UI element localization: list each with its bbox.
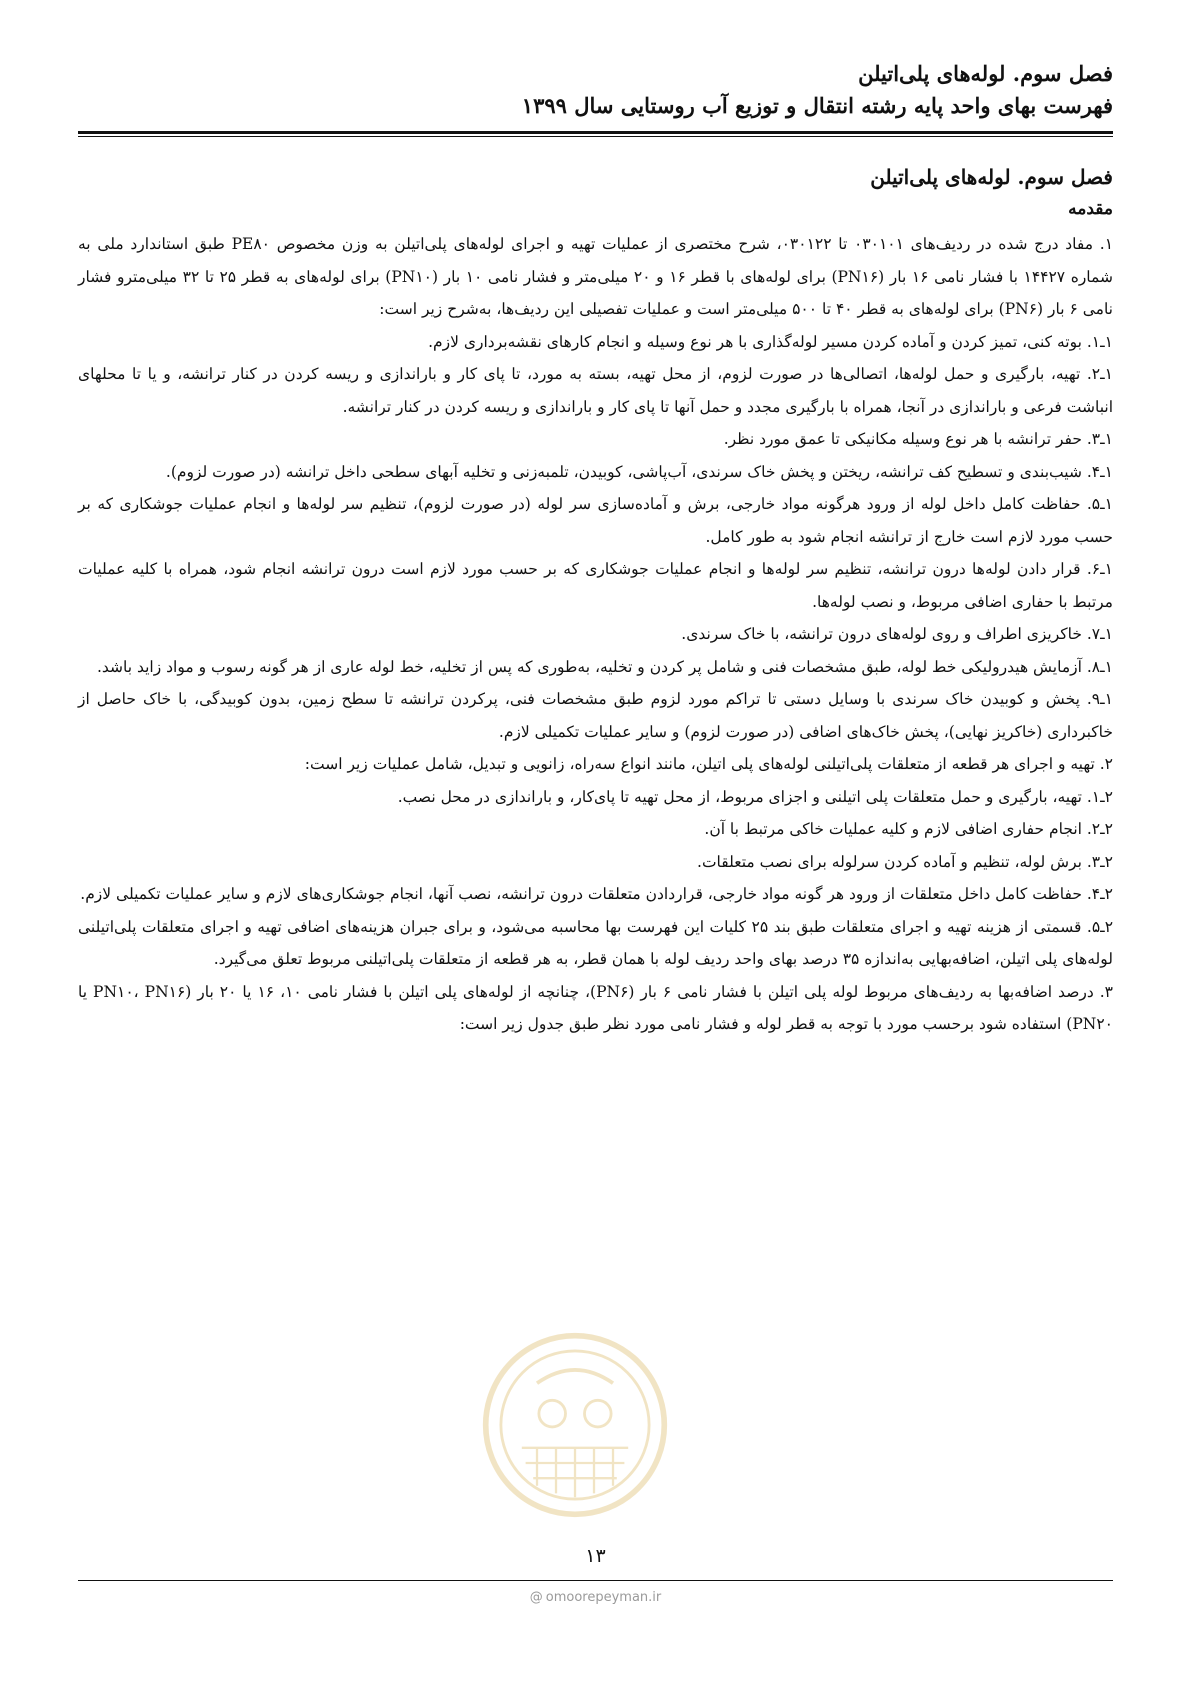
clause-1-1: ۱ـ۱. بوته کنی، تمیز کردن و آماده کردن مسیر لوله‌گذاری با هر نوع وسیله و انجام کارهای نقشه‌برداری لازم.: [428, 332, 1113, 351]
page-body: [78, 160, 1113, 1041]
clause-3: ۳. درصد اضافه‌بها به ردیف‌های مربوط لوله پلی اتیلن با فشار نامی ۶ بار (PN۶)، چنانچه از لوله‌های پلی اتیلن با فشار نامی ۱۰، ۱۶ یا ۲۰ بار (PN۱۰، PN۱۶ یا PN۲۰) استفاده شود برحسب مورد با توجه به قطر لوله و فشار نامی مورد نظر طبق جدول زیر است:: [78, 982, 1113, 1033]
clause-1-2: ۱ـ۲. تهیه، بارگیری و حمل لوله‌ها، اتصالی‌ها در صورت لزوم، از محل تهیه، بسته به مورد، تا پای کار و باراندازی و ریسه کردن در کنار ترانشه، و یا تا محلهای انباشت فرعی و باراندازی در آنجا، همراه با بارگیری مجدد و حمل آنها تا پای کار و باراندازی و ریسه کردن در کنار ترانشه.: [78, 365, 1113, 416]
at-sign-icon: @: [529, 1590, 543, 1605]
footer-website-text: omoorepeyman.ir: [545, 1590, 662, 1605]
header-rule-thick: [78, 131, 1113, 134]
page-header: [78, 58, 1113, 122]
running-chapter-title: فصل سوم. لوله‌های پلی‌اتیلن: [858, 61, 1113, 86]
clause-2-1: ۲ـ۱. تهیه، بارگیری و حمل متعلقات پلی اتیلنی و اجزای مربوط، از محل تهیه تا پای‌کار، و باراندازی در محل نصب.: [397, 787, 1113, 806]
clause-1-3: ۱ـ۳. حفر ترانشه با هر نوع وسیله مکانیکی تا عمق مورد نظر.: [723, 430, 1113, 448]
header-rule-thin: [78, 136, 1113, 137]
clause-1-8: ۱ـ۸. آزمایش هیدرولیکی خط لوله، طبق مشخصات فنی و شامل پر کردن و تخلیه، به‌طوری که پس از تخلیه، خط لوله عاری از هر گونه رسوب و مواد زاید باشد.: [96, 657, 1113, 676]
watermark-seal: [480, 1330, 670, 1520]
introduction-heading: مقدمه: [1068, 199, 1113, 219]
clause-1-5: ۱ـ۵. حفاظت کامل داخل لوله از ورود هرگونه مواد خارجی، برش و آماده‌سازی سر لوله (در صورت لزوم)، تنظیم سر لوله‌ها و انجام عملیات جوشکاری که بر حسب مورد لازم است خارج از ترانشه انجام شود به طور کامل.: [78, 495, 1113, 546]
footer-rule: [78, 1580, 1113, 1581]
clause-2-2: ۲ـ۲. انجام حفاری اضافی لازم و کلیه عملیات خاکی مرتبط با آن.: [704, 820, 1113, 838]
clause-2-5: ۲ـ۵. قسمتی از هزینه تهیه و اجرای متعلقات طبق بند ۲۵ کلیات این فهرست بها محاسبه می‌شود، و برای جبران هزینه‌های اضافی تهیه و اجرای متعلقات پلی‌اتیلنی لوله‌های پلی اتیلن، اضافه‌بهایی به‌اندازه ۳۵ درصد بهای واحد ردیف لوله با همان قطر، به هر قطعه از متعلقات پلی‌اتیلنی مربوط تعلق می‌گیرد.: [78, 917, 1114, 968]
clause-2-4: ۲ـ۴. حفاظت کامل داخل متعلقات از ورود هر گونه مواد خارجی، قراردادن متعلقات درون ترانشه، نصب آنها، انجام جوشکاری‌های لازم و سایر عملیات تکمیلی لازم.: [80, 885, 1113, 903]
clause-1-6: ۱ـ۶. قرار دادن لوله‌ها درون ترانشه، تنظیم سر لوله‌ها و انجام عملیات جوشکاری که بر حسب مورد لازم است درون ترانشه انجام شود، همراه با کلیه عملیات مرتبط با حفاری اضافی مربوط، و نصب لوله‌ها.: [78, 560, 1113, 611]
running-document-title: فهرست بهای واحد پایه رشته انتقال و توزیع آب روستایی سال ۱۳۹۹: [521, 93, 1113, 118]
clause-2-3: ۲ـ۳. برش لوله، تنظیم و آماده کردن سرلوله برای نصب متعلقات.: [697, 852, 1113, 871]
page-number: ۱۳: [585, 1545, 606, 1567]
chapter-title: فصل سوم. لوله‌های پلی‌اتیلن: [870, 165, 1113, 189]
clause-1-4: ۱ـ۴. شیب‌بندی و تسطیح کف ترانشه، ریختن و پخش خاک سرندی، آب‌پاشی، کوبیدن، تلمبه‌زنی و تخلیه آبهای سطحی داخل ترانشه (در صورت لزوم).: [165, 462, 1113, 481]
footer-website[interactable]: [0, 1590, 1191, 1605]
clause-1-9: ۱ـ۹. پخش و کوبیدن خاک سرندی با وسایل دستی تا تراکم مورد لزوم طبق مشخصات فنی، پرکردن ترانشه تا سطح زمین، بدون کوبیدگی، با خاک حاصل از خاکبرداری (خاکریز نهایی)، پخش خاک‌های اضافی (در صورت لزوم) و سایر عملیات تکمیلی لازم.: [78, 690, 1113, 741]
clause-1-7: ۱ـ۷. خاکریزی اطراف و روی لوله‌های درون ترانشه، با خاک سرندی.: [681, 625, 1113, 643]
clause-1: ۱. مفاد درج شده در ردیف‌های ۰۳۰۱۰۱ تا ۰۳۰۱۲۲، شرح مختصری از عملیات تهیه و اجرای لوله‌های پلی‌اتیلن به وزن مخصوص PE۸۰ طبق استاندارد ملی به شماره ۱۴۴۲۷ با فشار نامی ۱۶ بار (PN۱۶) برای لوله‌های با قطر ۱۶ و ۲۰ میلی‌متر و فشار نامی ۱۰ بار (PN۱۰) برای لوله‌های به قطر ۲۵ تا ۳۲ میلی‌مترو فشار نامی ۶ بار (PN۶) برای لوله‌های به قطر ۴۰ تا ۵۰۰ میلی‌متر است و عملیات تفصیلی این ردیف‌ها، به‌شرح زیر است:: [78, 235, 1114, 318]
clause-2: ۲. تهیه و اجرای هر قطعه از متعلقات پلی‌اتیلنی لوله‌های پلی اتیلن، مانند انواع سه‌راه، زانویی و تبدیل، شامل عملیات زیر است:: [304, 755, 1113, 773]
